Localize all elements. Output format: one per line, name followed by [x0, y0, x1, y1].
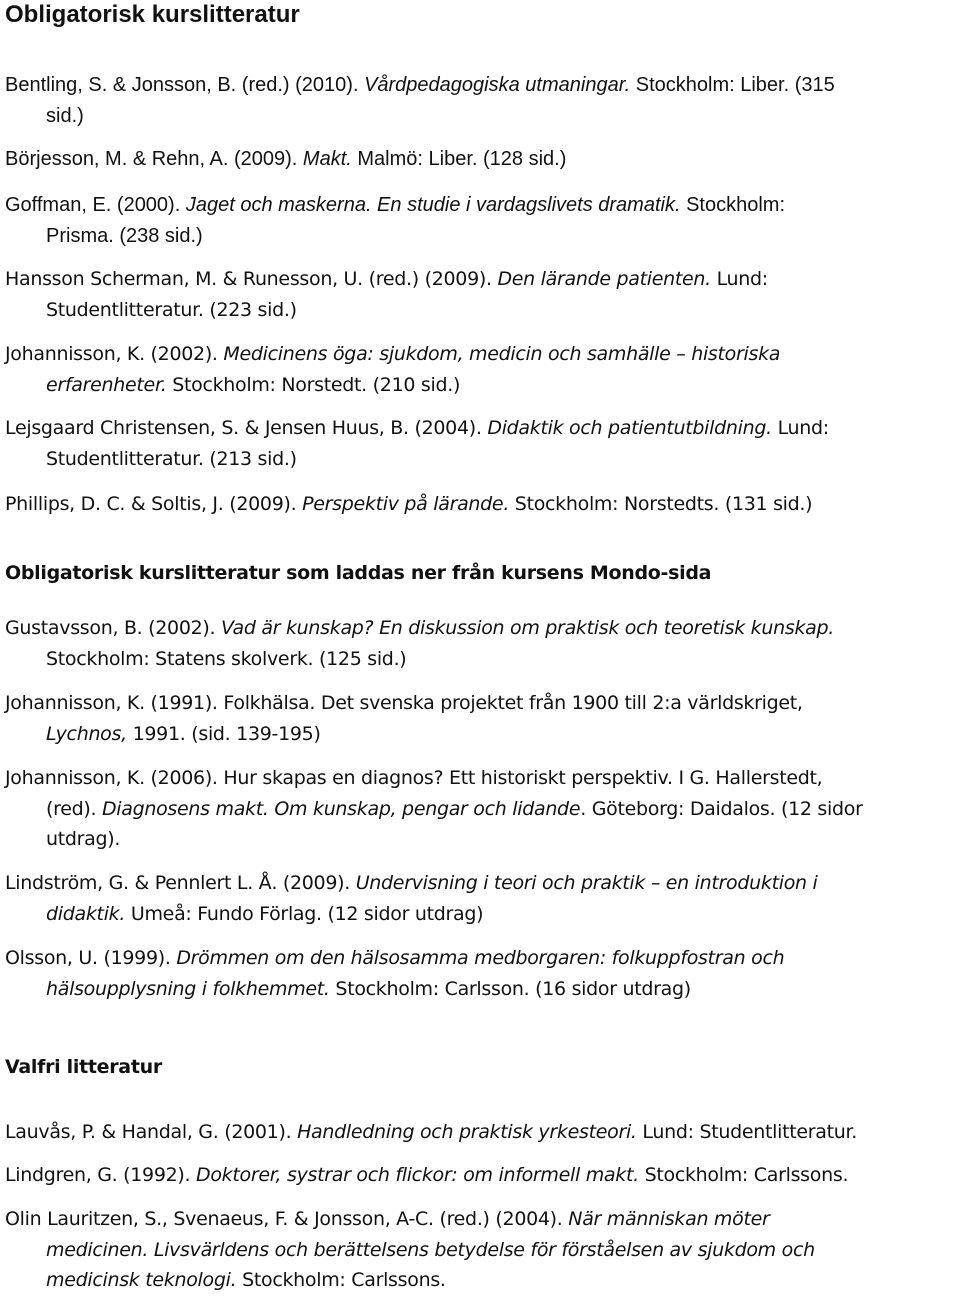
reference-lauvas: Lauvås, P. & Handal, G. (2001). Handledning och praktisk yrkesteori. Lund: Studentlitteratur.	[5, 1121, 858, 1143]
reference-olsson: Olsson, U. (1999). Drömmen om den hälsosamma medborgaren: folkuppfostran och hälsoupplysning i folkhemmet. Stockholm: Carlsson. (16 sidor utdrag)	[5, 947, 785, 1000]
reference-johannisson-2002: Johannisson, K. (2002). Medicinens öga: sjukdom, medicin och samhälle – historiska erfarenheter. Stockholm: Norstedt. (210 sid.)	[5, 343, 781, 396]
section-heading-valfri: Valfri litteratur	[5, 1056, 162, 1078]
reference-olin-lauritzen: Olin Lauritzen, S., Svenaeus, F. & Jonsson, A-C. (red.) (2004). När människan möter medicinen. Livsvärldens och berättelsens betydelse för förståelsen av sjukdom och medicinsk teknologi. Stockholm: Carlssons.	[5, 1208, 815, 1291]
reference-phillips: Phillips, D. C. & Soltis, J. (2009). Perspektiv på lärande. Stockholm: Norstedts. (131 sid.)	[5, 493, 813, 515]
reference-bentling: Bentling, S. & Jonsson, B. (red.) (2010). Vårdpedagogiska utmaningar. Stockholm: Liber. (315 sid.)	[5, 74, 835, 127]
reference-hansson-scherman: Hansson Scherman, M. & Runesson, U. (red.) (2009). Den lärande patienten. Lund: Studentlitteratur. (223 sid.)	[5, 268, 768, 321]
reference-lindstrom: Lindström, G. & Pennlert L. Å. (2009). Undervisning i teori och praktik – en introduktion i didaktik. Umeå: Fundo Förlag. (12 sidor utdrag)	[5, 872, 818, 925]
reference-johannisson-1991: Johannisson, K. (1991). Folkhälsa. Det svenska projektet från 1900 till 2:a världskriget, Lychnos, 1991. (sid. 139-195)	[5, 692, 803, 745]
reference-gustavsson: Gustavsson, B. (2002). Vad är kunskap? En diskussion om praktisk och teoretisk kunskap. Stockholm: Statens skolverk. (125 sid.)	[5, 617, 834, 670]
reference-johannisson-2006: Johannisson, K. (2006). Hur skapas en diagnos? Ett historiskt perspektiv. I G. Hallerstedt, (red). Diagnosens makt. Om kunskap, pengar och lidande. Göteborg: Daidalos. (12 sidor utdrag).	[5, 767, 863, 850]
reference-lejsgaard: Lejsgaard Christensen, S. & Jensen Huus, B. (2004). Didaktik och patientutbildning. Lund: Studentlitteratur. (213 sid.)	[5, 417, 829, 470]
reference-lindgren: Lindgren, G. (1992). Doktorer, systrar och flickor: om informell makt. Stockholm: Carlssons.	[5, 1164, 849, 1186]
section-heading-mondo: Obligatorisk kurslitteratur som laddas ner från kursens Mondo-sida	[5, 562, 712, 584]
reference-goffman: Goffman, E. (2000). Jaget och maskerna. En studie i vardagslivets dramatik. Stockholm: Prisma. (238 sid.)	[5, 194, 786, 247]
section-heading-obligatorisk: Obligatorisk kurslitteratur	[5, 1, 300, 28]
reference-borjesson: Börjesson, M. & Rehn, A. (2009). Makt. Malmö: Liber. (128 sid.)	[5, 148, 567, 170]
